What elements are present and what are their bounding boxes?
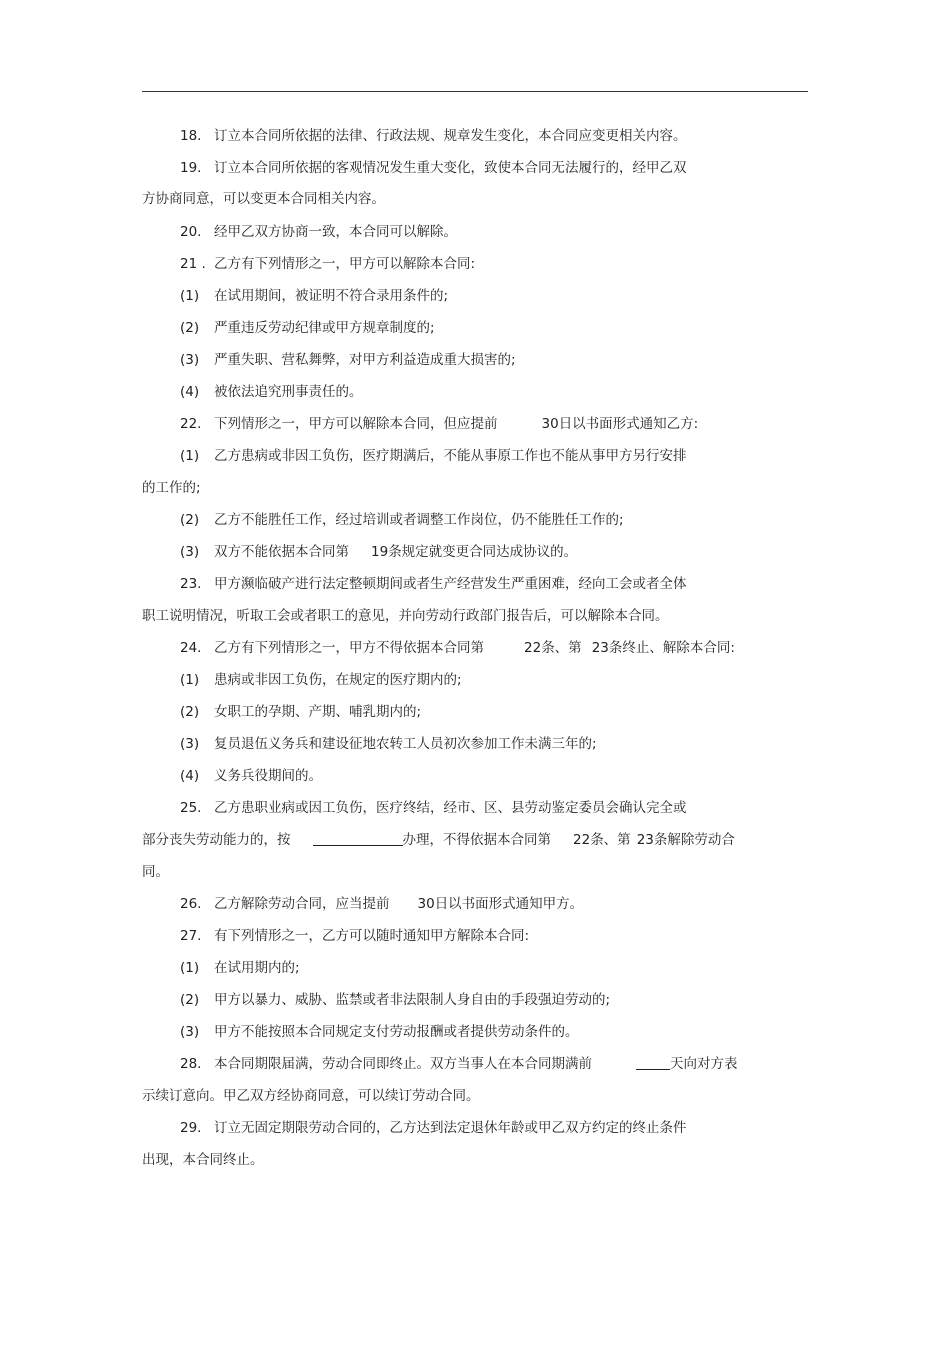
header-rule xyxy=(142,91,808,92)
clause-text: 日以书面形式通知甲方。 xyxy=(434,896,584,912)
clause-ref: 22 xyxy=(573,832,591,848)
clause-20 xyxy=(180,223,457,241)
clause-28-cont xyxy=(142,1087,480,1105)
item-text: 严重违反劳动纪律或甲方规章制度的; xyxy=(214,320,435,336)
fill-in-blank[interactable] xyxy=(313,832,403,846)
clause-24 xyxy=(180,639,735,657)
item-text: 复员退伍义务兵和建设征地农转工人员初次参加工作未满三年的; xyxy=(214,736,597,752)
item-number: (2) xyxy=(180,992,200,1008)
item-number: (3) xyxy=(180,352,200,368)
clause-text: 条终止、解除本合同: xyxy=(608,640,735,656)
clause-text: 订立本合同所依据的法律、行政法规、规章发生变化，本合同应变更相关内容。 xyxy=(214,128,687,144)
clause-number: 23. xyxy=(180,576,202,592)
item-number: (1) xyxy=(180,288,200,304)
clause-25 xyxy=(180,799,687,817)
clause-text: 本合同期限届满，劳动合同即终止。双方当事人在本合同期满前 xyxy=(214,1056,592,1072)
clause-21 xyxy=(180,255,475,273)
item-text: 乙方不能胜任工作，经过培训或者调整工作岗位，仍不能胜任工作的; xyxy=(214,512,624,528)
clause-text: 乙方有下列情形之一，甲方不得依据本合同第 xyxy=(214,640,484,656)
clause-number: 26. xyxy=(180,896,202,912)
clause-text: 职工说明情况，听取工会或者职工的意见，并向劳动行政部门报告后，可以解除本合同。 xyxy=(142,608,669,624)
clause-text: 乙方解除劳动合同，应当提前 xyxy=(214,896,390,912)
days-value: 30 xyxy=(417,896,435,912)
clause-text: 日以书面形式通知乙方: xyxy=(558,416,699,432)
clause-number: 19. xyxy=(180,160,202,176)
clause-22-item-3 xyxy=(180,543,577,561)
item-text: 条规定就变更合同达成协议的。 xyxy=(388,544,578,560)
clause-text: 乙方有下列情形之一，甲方可以解除本合同: xyxy=(214,256,476,272)
clause-number: 24. xyxy=(180,640,202,656)
clause-21-item-3 xyxy=(180,351,516,369)
clause-26 xyxy=(180,895,583,913)
clause-text: 下列情形之一，甲方可以解除本合同，但应提前 xyxy=(214,416,498,432)
clause-29 xyxy=(180,1119,687,1137)
clause-number: 28. xyxy=(180,1056,202,1072)
clause-number: 18. xyxy=(180,128,202,144)
clause-text: 条、第 xyxy=(541,640,582,656)
clause-24-item-1 xyxy=(180,671,462,689)
clause-text: 部分丧失劳动能力的，按 xyxy=(142,832,291,848)
clause-text: 天向对方表 xyxy=(670,1056,738,1072)
clause-number: 29. xyxy=(180,1120,202,1136)
item-text: 义务兵役期间的。 xyxy=(214,768,322,784)
clause-22 xyxy=(180,415,698,433)
clause-19-cont xyxy=(142,190,385,208)
clause-text: 示续订意向。甲乙双方经协商同意，可以续订劳动合同。 xyxy=(142,1088,480,1104)
clause-text: 有下列情形之一，乙方可以随时通知甲方解除本合同: xyxy=(214,928,530,944)
clause-28 xyxy=(180,1055,738,1073)
clause-19 xyxy=(180,159,687,177)
item-text: 患病或非因工负伤，在规定的医疗期内的; xyxy=(214,672,462,688)
clause-text: 订立本合同所依据的客观情况发生重大变化，致使本合同无法履行的，经甲乙双 xyxy=(214,160,687,176)
clause-text: 乙方患职业病或因工负伤，医疗终结，经市、区、县劳动鉴定委员会确认完全或 xyxy=(214,800,687,816)
clause-22-item-2 xyxy=(180,511,624,529)
clause-27-item-1 xyxy=(180,959,300,977)
item-text: 乙方患病或非因工负伤，医疗期满后，不能从事原工作也不能从事甲方另行安排 xyxy=(214,448,687,464)
item-number: (3) xyxy=(180,736,200,752)
clause-21-item-2 xyxy=(180,319,435,337)
fill-in-blank[interactable] xyxy=(636,1056,670,1070)
item-text: 甲方不能按照本合同规定支付劳动报酬或者提供劳动条件的。 xyxy=(214,1024,579,1040)
clause-number: 21 . xyxy=(180,256,206,272)
item-number: (2) xyxy=(180,512,200,528)
clause-24-item-2 xyxy=(180,703,421,721)
clause-text: 方协商同意，可以变更本合同相关内容。 xyxy=(142,191,385,207)
item-text: 在试用期内的; xyxy=(214,960,300,976)
clause-ref: 19 xyxy=(371,544,389,560)
item-number: (1) xyxy=(180,448,200,464)
item-number: (4) xyxy=(180,768,200,784)
clause-27-item-2 xyxy=(180,991,610,1009)
item-text: 女职工的孕期、产期、哺乳期内的; xyxy=(214,704,422,720)
clause-ref: 23 xyxy=(591,640,609,656)
item-number: (4) xyxy=(180,384,200,400)
clause-25-cont xyxy=(142,831,735,849)
item-text: 甲方以暴力、威胁、监禁或者非法限制人身自由的手段强迫劳动的; xyxy=(214,992,611,1008)
item-number: (3) xyxy=(180,544,200,560)
clause-ref: 23 xyxy=(636,832,654,848)
clause-23-cont xyxy=(142,607,669,625)
clause-text: 同。 xyxy=(142,864,169,880)
clause-text: 条解除劳动合 xyxy=(653,832,735,848)
item-text: 在试用期间，被证明不符合录用条件的; xyxy=(214,288,449,304)
clause-27-item-3 xyxy=(180,1023,579,1041)
clause-text: 订立无固定期限劳动合同的，乙方达到法定退休年龄或甲乙双方约定的终止条件 xyxy=(214,1120,687,1136)
item-text: 双方不能依据本合同第 xyxy=(214,544,349,560)
clause-text: 办理，不得依据本合同第 xyxy=(402,832,551,848)
clause-number: 27. xyxy=(180,928,202,944)
clause-22-item-1 xyxy=(180,447,687,465)
item-number: (1) xyxy=(180,672,200,688)
clause-25-cont-2 xyxy=(142,863,169,881)
clause-text: 甲方濒临破产进行法定整顿期间或者生产经营发生严重困难，经向工会或者全体 xyxy=(214,576,687,592)
clause-text: 条、第 xyxy=(590,832,631,848)
clause-24-item-4 xyxy=(180,767,322,785)
item-text: 的工作的; xyxy=(142,480,201,496)
days-value: 30 xyxy=(541,416,559,432)
item-number: (2) xyxy=(180,320,200,336)
clause-21-item-1 xyxy=(180,287,448,305)
clause-23 xyxy=(180,575,687,593)
clause-24-item-3 xyxy=(180,735,597,753)
clause-text: 出现，本合同终止。 xyxy=(142,1152,264,1168)
clause-number: 25. xyxy=(180,800,202,816)
item-number: (2) xyxy=(180,704,200,720)
item-text: 被依法追究刑事责任的。 xyxy=(214,384,363,400)
clause-number: 20. xyxy=(180,224,202,240)
clause-29-cont xyxy=(142,1151,264,1169)
clause-18 xyxy=(180,127,687,145)
clause-21-item-4 xyxy=(180,383,363,401)
clause-27 xyxy=(180,927,529,945)
item-number: (1) xyxy=(180,960,200,976)
item-text: 严重失职、营私舞弊，对甲方利益造成重大损害的; xyxy=(214,352,516,368)
clause-22-item-1-cont xyxy=(142,479,201,497)
clause-text: 经甲乙双方协商一致，本合同可以解除。 xyxy=(214,224,457,240)
clause-ref: 22 xyxy=(524,640,542,656)
item-number: (3) xyxy=(180,1024,200,1040)
clause-number: 22. xyxy=(180,416,202,432)
